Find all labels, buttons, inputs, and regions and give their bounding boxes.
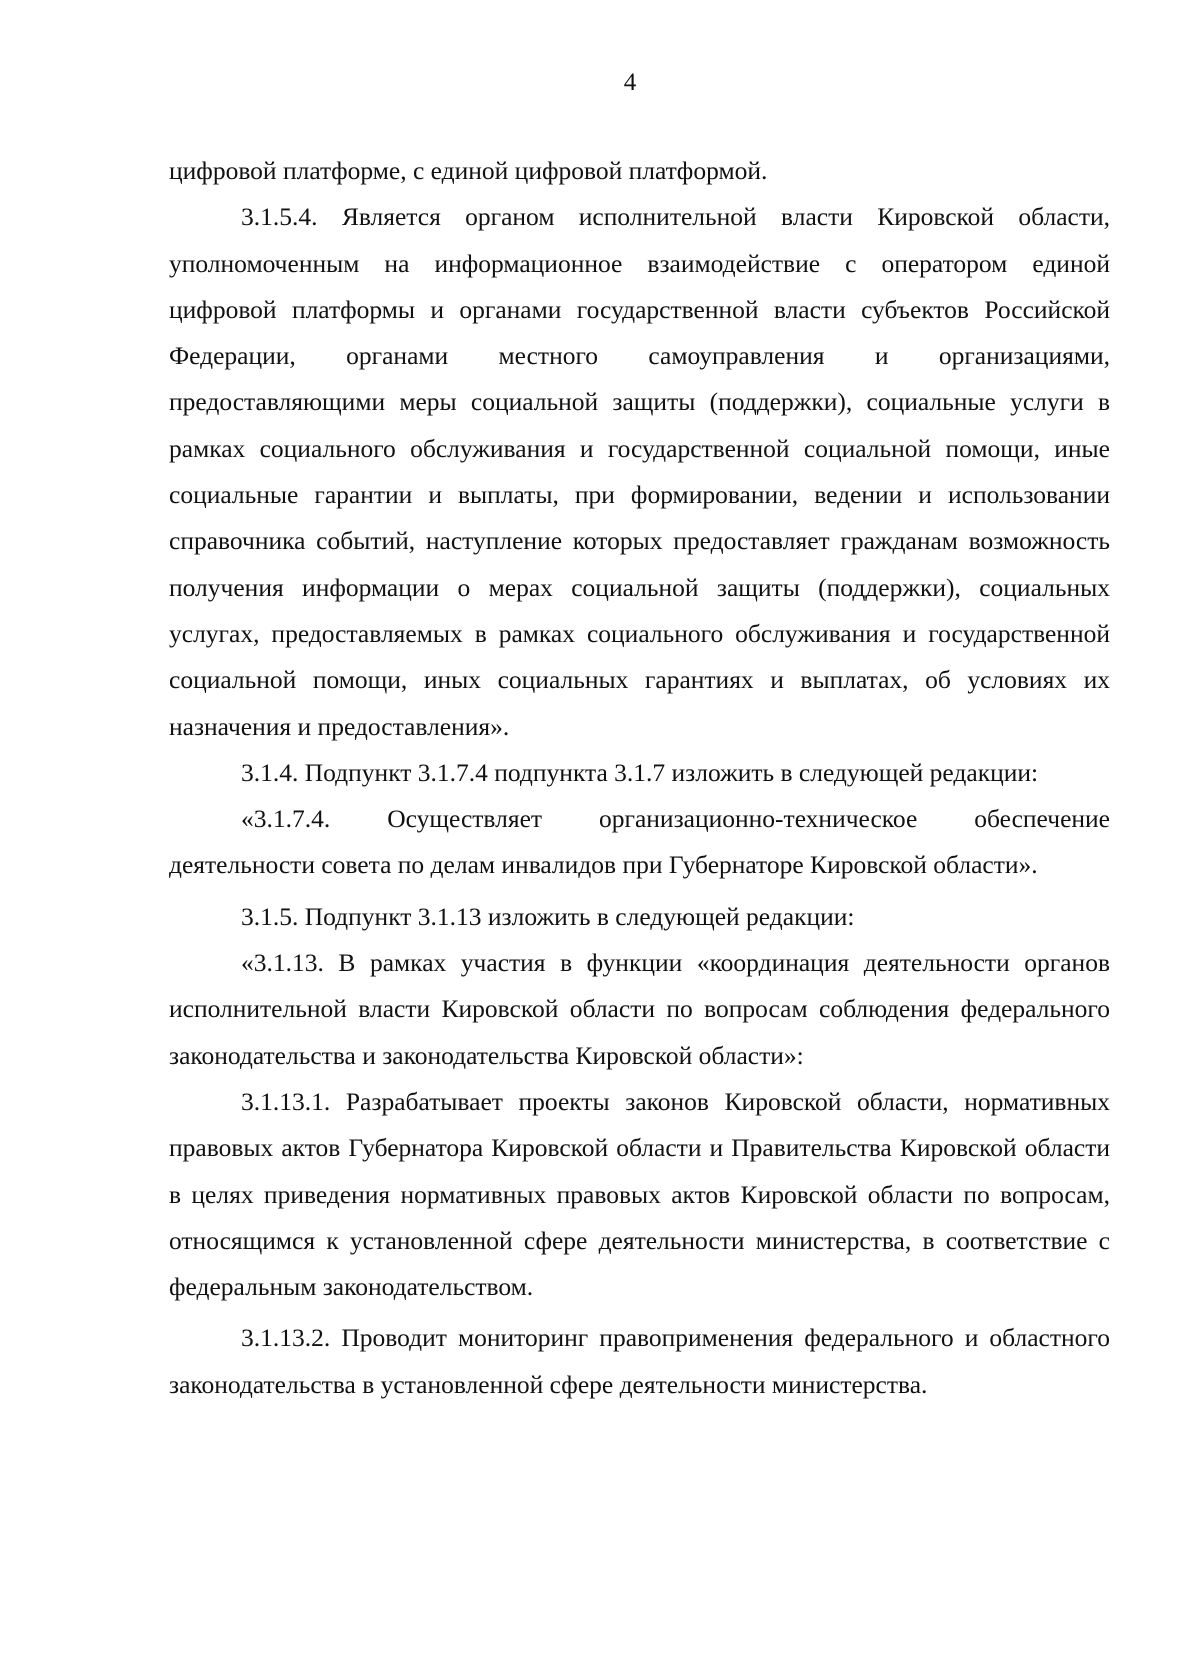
paragraph-3-1-5: 3.1.5. Подпункт 3.1.13 изложить в следующей редакции: <box>241 901 855 931</box>
paragraph-3-1-5-4: 3.1.5.4. Является органом исполнительной власти Кировской области, уполномоченным на информационное взаимодействие с оператором единой цифровой платформы и органами государственной власти субъектов Российской Федерации, органами местного самоуправления и организациями, предоставляющими меры социальной защиты (поддержки), социальные услуги в рамках социального обслуживания и государственной социальной помощи, иные социальные гарантии и выплаты, при формировании, ведении и использовании справочника событий, наступление которых предоставляет гражданам возможность получения информации о мерах социальной защиты (поддержки), социальных услугах, предоставляемых в рамках социального обслуживания и государственной социальной помощи, иных социальных гарантиях и выплатах, об условиях их назначения и предоставления». <box>169 202 1110 741</box>
paragraph-3-1-13-2: 3.1.13.2. Проводит мониторинг правоприменения федерального и областного законодательства в установленной сфере деятельности министерства. <box>169 1323 1110 1399</box>
paragraph-3-1-13: «3.1.13. В рамках участия в функции «координация деятельности органов исполнительной власти Кировской области по вопросам соблюдения федерального законодательства и законодательства Кировской области»: <box>169 948 1110 1070</box>
page-number: 4 <box>623 69 637 96</box>
paragraph-3-1-4: 3.1.4. Подпункт 3.1.7.4 подпункта 3.1.7 изложить в следующей редакции: <box>241 757 1039 787</box>
paragraph-continuation: цифровой платформе, с единой цифровой платформой. <box>169 156 768 185</box>
paragraph-3-1-7-4: «3.1.7.4. Осуществляет организационно-техническое обеспечение деятельности совета по делам инвалидов при Губернаторе Кировской области». <box>169 804 1110 880</box>
document-body <box>169 148 1110 1408</box>
paragraph-3-1-13-1: 3.1.13.1. Разрабатывает проекты законов Кировской области, нормативных правовых актов Губернатора Кировской области и Правительства Кировской области в целях приведения нормативных правовых актов Кировской области по вопросам, относящимся к установленной сфере деятельности министерства, в соответствие с федеральным законодательством. <box>169 1086 1110 1302</box>
